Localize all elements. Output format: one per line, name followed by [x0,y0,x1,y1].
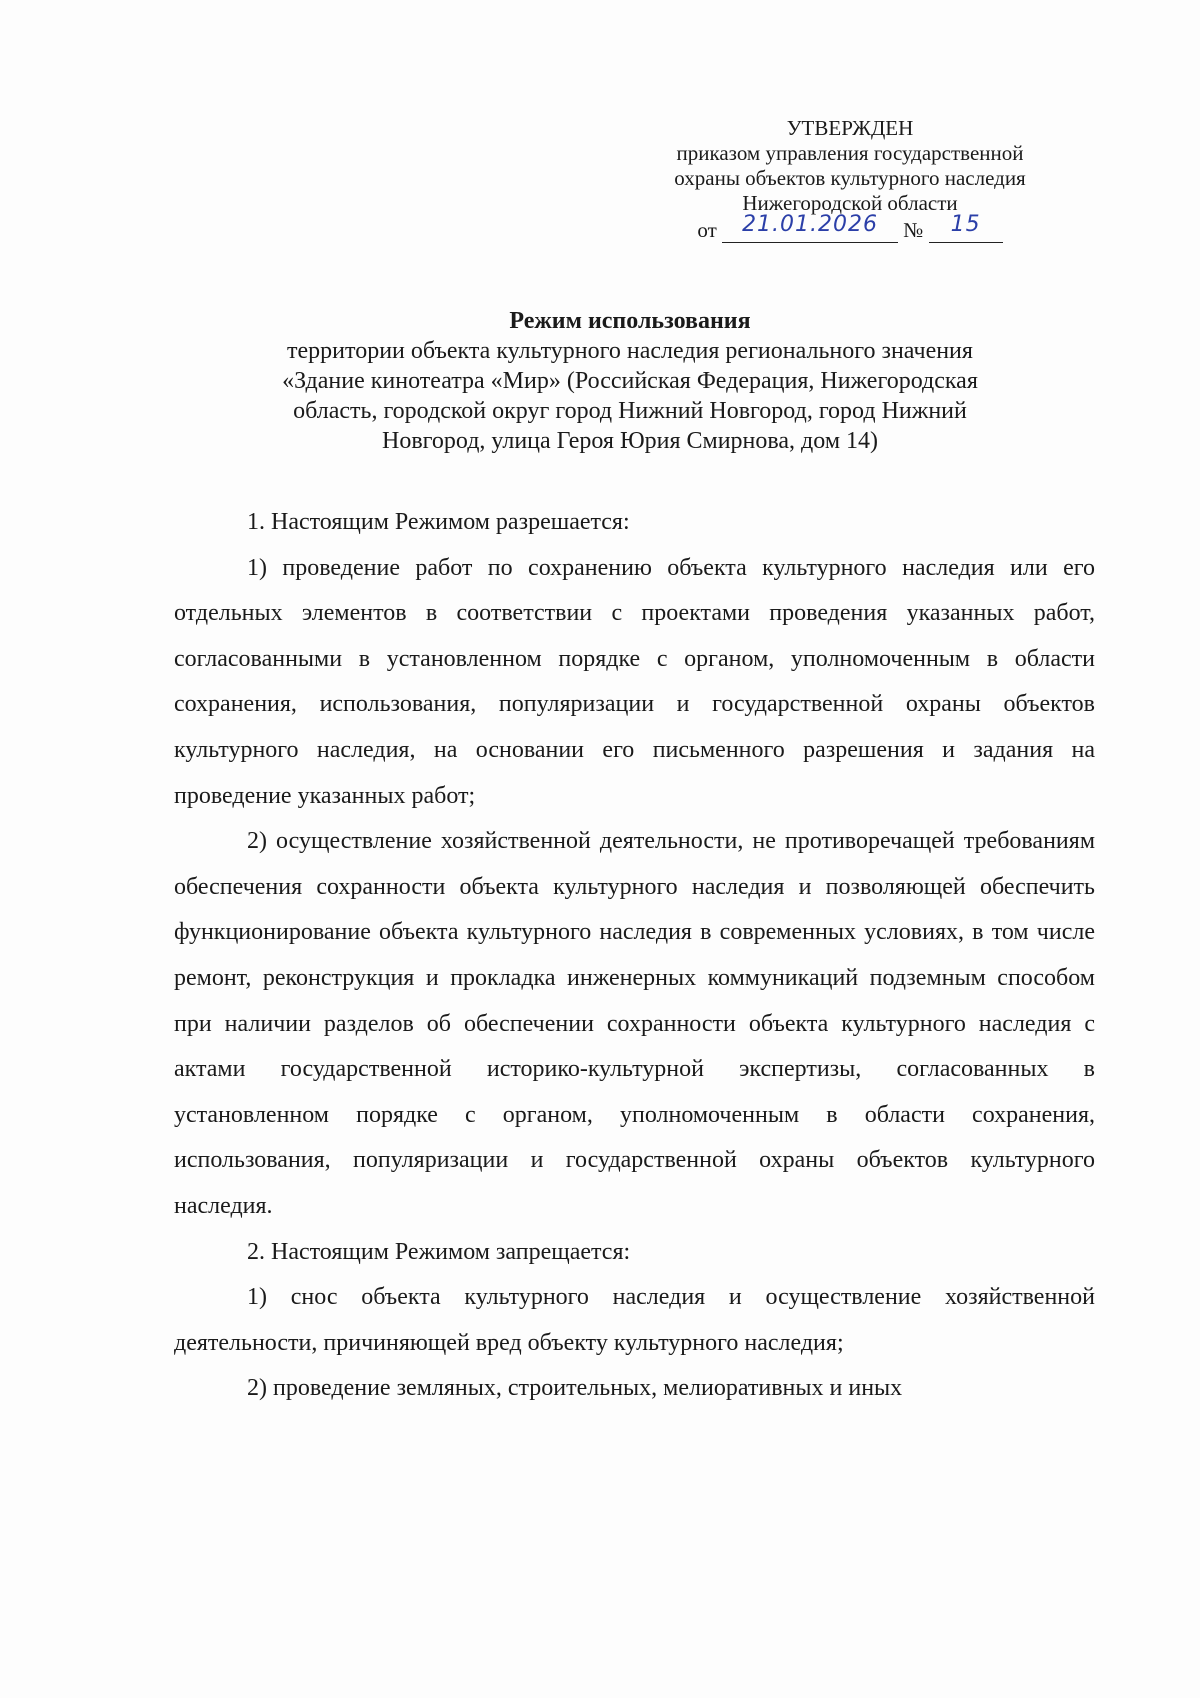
subtitle-line-4: Новгород, улица Героя Юрия Смирнова, дом 14) [381,428,878,454]
order-date-number-line [630,212,1070,243]
number-field [929,212,1003,243]
handwritten-number: 15 [950,212,981,237]
approval-line-3: Нижегородской области [742,191,958,215]
approval-title: УТВЕРЖДЕН [786,116,914,140]
date-prefix: от [697,218,717,242]
number-prefix: № [903,218,924,242]
subtitle-line-2: «Здание кинотеатра «Мир» (Российская Федерация, Нижегородская [282,368,978,394]
section-1-item-2: 2) осуществление хозяйственной деятельности, не противоречащей требованиям обеспечения сохранности объекта культурного наследия и позволяющей обеспечить функционирование объекта культурного наследия в современных условиях, в том числе ремонт, реконструкция и прокладка инженерных коммуникаций подземным способом при наличии разделов об обеспечении сохранности объекта культурного наследия с актами государственной историко-культурной экспертизы, согласованных в установленном порядке с органом, уполномоченным в области сохранения, использования, популяризации и государственной охраны объектов культурного наследия. [174,828,1095,1219]
section-1-item-1: 1) проведение работ по сохранению объекта культурного наследия или его отдельных элементов в соответствии с проектами проведения указанных работ, согласованными в установленном порядке с органом, уполномоченным в области сохранения, использования, популяризации и государственной охраны объектов культурного наследия, на основании его письменного разрешения и задания на проведение указанных работ; [174,554,1095,809]
document-heading: Режим использования [509,308,751,334]
approval-block [630,116,1070,243]
section-1-heading: 1. Настоящим Режимом разрешается: [247,509,630,535]
document-body [174,500,1095,1412]
subtitle-line-3: область, городской округ город Нижний Новгород, город Нижний [293,398,967,424]
section-2-heading: 2. Настоящим Режимом запрещается: [247,1238,631,1265]
document-title-block [160,306,1100,456]
approval-line-2: охраны объектов культурного наследия [674,166,1026,190]
section-2-item-2: 2) проведение земляных, строительных, мелиоративных и иных [247,1375,903,1402]
subtitle-line-1: территории объекта культурного наследия регионального значения [287,338,973,364]
approval-line-1: приказом управления государственной [676,141,1024,165]
handwritten-date: 21.01.2026 [742,212,879,237]
section-2-item-1: 1) снос объекта культурного наследия и осуществление хозяйственной деятельности, причиняющей вред объекту культурного наследия; [174,1284,1095,1356]
date-field [722,212,898,243]
